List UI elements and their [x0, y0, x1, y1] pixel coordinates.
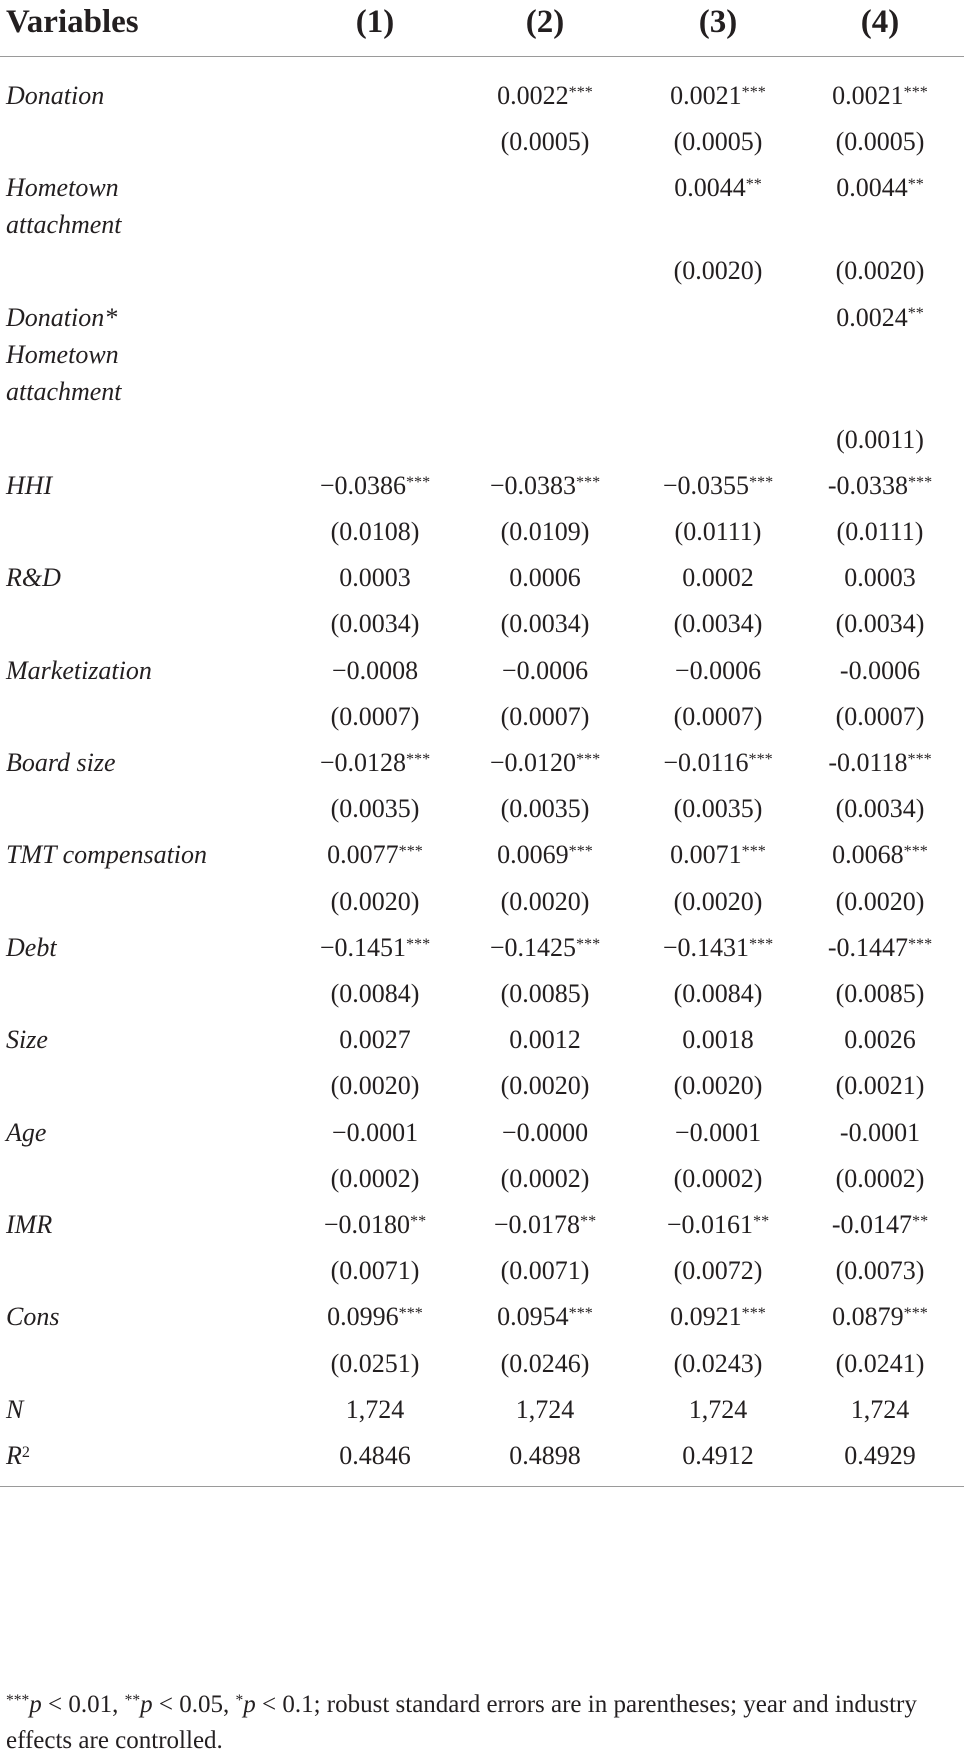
se-cell: (0.0011) — [836, 424, 924, 454]
se-cell: (0.0020) — [330, 1071, 420, 1101]
se-cell: (0.0241) — [835, 1348, 925, 1378]
header-rule — [0, 56, 964, 57]
se-cell: (0.0020) — [673, 1071, 763, 1101]
se-cell: (0.0034) — [500, 609, 590, 639]
header-col-3: (3) — [698, 4, 738, 40]
row-label: Hometown — [6, 339, 119, 369]
coef-cell: −0.1431*** — [662, 932, 774, 962]
header-col-2: (2) — [525, 4, 565, 40]
coef-cell: −0.0355*** — [662, 470, 774, 500]
se-cell: (0.0034) — [673, 609, 763, 639]
se-cell: (0.0035) — [330, 794, 420, 824]
significance-stars: *** — [398, 1305, 423, 1323]
coef-cell: -0.0001 — [839, 1117, 921, 1147]
significance-stars: *** — [907, 750, 932, 768]
se-cell: (0.0020) — [330, 886, 420, 916]
significance-stars: *** — [908, 935, 933, 953]
se-cell: (0.0035) — [500, 794, 590, 824]
significance-stars: ** — [410, 1212, 427, 1230]
row-label: Hometown — [6, 173, 119, 203]
coef-cell: −0.0161** — [666, 1210, 770, 1239]
coef-cell: −0.1425*** — [489, 932, 601, 962]
coef-cell: −0.0001 — [331, 1117, 419, 1147]
coef-cell: −0.1451*** — [319, 932, 431, 962]
se-cell: (0.0034) — [835, 794, 925, 824]
significance-stars: ** — [753, 1212, 770, 1230]
significance-stars: *** — [748, 750, 773, 768]
footnote-stars: ** — [124, 1692, 141, 1710]
row-label: Size — [6, 1025, 48, 1055]
se-cell: (0.0020) — [500, 1071, 590, 1101]
significance-stars: *** — [398, 843, 423, 861]
significance-stars: *** — [903, 1305, 928, 1323]
se-cell: (0.0111) — [836, 517, 924, 546]
significance-stars: ** — [912, 1212, 929, 1230]
coef-cell: 0.0069*** — [497, 840, 593, 870]
significance-stars: *** — [749, 473, 774, 491]
coef-cell: 0.0006 — [509, 563, 581, 593]
coef-cell: 0.0003 — [844, 563, 916, 593]
significance-stars: ** — [907, 176, 924, 194]
significance-stars: *** — [741, 1305, 766, 1323]
se-cell: (0.0111) — [674, 517, 762, 546]
coef-cell: 0.0002 — [682, 563, 754, 593]
significance-stars: *** — [576, 935, 601, 953]
coef-cell: −0.0006 — [501, 655, 589, 685]
coef-cell: −0.0383*** — [489, 470, 601, 500]
se-cell: (0.0034) — [835, 609, 925, 639]
significance-stars: *** — [568, 83, 593, 101]
se-cell: (0.0071) — [500, 1256, 590, 1286]
significance-stars: ** — [580, 1212, 597, 1230]
se-cell: (0.0002) — [835, 1163, 925, 1193]
row-label: R&D — [6, 563, 61, 593]
se-cell: (0.0109) — [500, 517, 590, 546]
summary-value: 0.4846 — [339, 1441, 411, 1470]
summary-label: N — [6, 1394, 24, 1424]
row-label: attachment — [6, 210, 122, 240]
summary-value: 0.4912 — [682, 1441, 754, 1470]
summary-value: 1,724 — [345, 1394, 405, 1424]
row-label: Age — [6, 1117, 47, 1147]
coef-cell: -0.0118*** — [828, 748, 932, 777]
coef-cell: 0.0012 — [509, 1025, 581, 1055]
se-cell: (0.0243) — [673, 1348, 763, 1378]
significance-stars: *** — [741, 83, 766, 101]
coef-cell: 0.0027 — [339, 1025, 411, 1055]
significance-stars: *** — [406, 935, 431, 953]
se-cell: (0.0085) — [835, 979, 925, 1008]
significance-stars: *** — [568, 1305, 593, 1323]
summary-value: 1,724 — [515, 1394, 575, 1424]
row-label: Marketization — [6, 655, 152, 685]
coef-cell: −0.0128*** — [319, 748, 431, 777]
se-cell: (0.0084) — [673, 979, 763, 1008]
coef-cell: 0.0071*** — [670, 840, 766, 870]
coef-cell: −0.0116*** — [663, 748, 773, 777]
coef-cell: -0.0006 — [839, 655, 921, 685]
coef-cell: 0.0021*** — [670, 81, 766, 110]
row-label: Debt — [6, 932, 57, 962]
significance-stars: *** — [568, 843, 593, 861]
coef-cell: 0.0021*** — [832, 81, 928, 110]
se-cell: (0.0005) — [835, 127, 925, 157]
significance-stars: ** — [907, 305, 924, 323]
coef-cell: −0.0178** — [493, 1210, 597, 1239]
se-cell: (0.0021) — [835, 1071, 925, 1101]
se-cell: (0.0020) — [500, 886, 590, 916]
se-cell: (0.0007) — [330, 701, 420, 731]
summary-value: 1,724 — [850, 1394, 910, 1424]
se-cell: (0.0002) — [500, 1163, 590, 1193]
se-cell: (0.0108) — [330, 517, 420, 546]
significance-stars: *** — [576, 750, 601, 768]
coef-cell: −0.0001 — [674, 1117, 762, 1147]
significance-stars: *** — [741, 843, 766, 861]
summary-value: 0.4898 — [509, 1441, 581, 1470]
se-cell: (0.0002) — [673, 1163, 763, 1193]
summary-value: 0.4929 — [844, 1441, 916, 1470]
se-cell: (0.0007) — [500, 701, 590, 731]
row-label: Donation — [6, 81, 105, 110]
se-cell: (0.0251) — [330, 1348, 420, 1378]
coef-cell: −0.0386*** — [319, 470, 431, 500]
coef-cell: −0.0120*** — [489, 748, 601, 777]
coef-cell: -0.0338*** — [827, 470, 933, 500]
significance-stars: *** — [406, 750, 431, 768]
row-label: Cons — [6, 1302, 60, 1332]
row-label: Board size — [6, 748, 116, 777]
coef-cell: 0.0879*** — [832, 1302, 928, 1332]
coef-cell: -0.1447*** — [827, 932, 933, 962]
coef-cell: 0.0068*** — [832, 840, 928, 870]
se-cell: (0.0072) — [673, 1256, 763, 1286]
coef-cell: 0.0921*** — [670, 1302, 766, 1332]
se-cell: (0.0246) — [500, 1348, 590, 1378]
coef-cell: 0.0022*** — [497, 81, 593, 110]
header-variables: Variables — [6, 4, 139, 40]
row-label: Donation* — [6, 302, 118, 332]
coef-cell: 0.0018 — [682, 1025, 754, 1055]
coef-cell: 0.0024** — [836, 302, 924, 332]
header-col-1: (1) — [355, 4, 395, 40]
coef-cell: 0.0954*** — [497, 1302, 593, 1332]
significance-stars: *** — [903, 83, 928, 101]
se-cell: (0.0035) — [673, 794, 763, 824]
se-cell: (0.0020) — [835, 886, 925, 916]
coef-cell: −0.0008 — [331, 655, 419, 685]
se-cell: (0.0005) — [500, 127, 590, 157]
significance-stars: *** — [406, 473, 431, 491]
row-label: HHI — [6, 470, 53, 500]
significance-stars: ** — [745, 176, 762, 194]
se-cell: (0.0002) — [330, 1163, 420, 1193]
header-col-4: (4) — [860, 4, 900, 40]
se-cell: (0.0020) — [673, 886, 763, 916]
coef-cell: 0.0026 — [844, 1025, 916, 1055]
se-cell: (0.0085) — [500, 979, 590, 1008]
row-label: attachment — [6, 376, 122, 406]
significance-stars: *** — [576, 473, 601, 491]
se-cell: (0.0020) — [835, 256, 925, 286]
row-label: TMT compensation — [6, 840, 208, 870]
summary-label: $R^2$ — [6, 1441, 30, 1470]
coef-cell: -0.0147** — [831, 1210, 929, 1239]
coef-cell: 0.0003 — [339, 563, 411, 593]
coef-cell: 0.0044** — [674, 173, 762, 203]
superscript-2: 2 — [21, 1443, 30, 1461]
summary-value: 1,724 — [688, 1394, 748, 1424]
coef-cell: −0.0006 — [674, 655, 762, 685]
coef-cell: 0.0077*** — [327, 840, 423, 870]
se-cell: (0.0020) — [673, 256, 763, 286]
se-cell: (0.0007) — [673, 701, 763, 731]
se-cell: (0.0007) — [835, 701, 925, 731]
significance-stars: *** — [749, 935, 774, 953]
footnote-stars: *** — [6, 1692, 30, 1710]
se-cell: (0.0084) — [330, 979, 420, 1008]
row-label: IMR — [6, 1210, 53, 1239]
significance-stars: *** — [903, 843, 928, 861]
table-header — [0, 2, 969, 42]
se-cell: (0.0034) — [330, 609, 420, 639]
se-cell: (0.0005) — [673, 127, 763, 157]
coef-cell: −0.0180** — [323, 1210, 427, 1239]
significance-stars: *** — [908, 473, 933, 491]
bottom-rule — [0, 1486, 964, 1487]
coef-cell: 0.0044** — [836, 173, 924, 203]
se-cell: (0.0071) — [330, 1256, 420, 1286]
coef-cell: 0.0996*** — [327, 1302, 423, 1332]
coef-cell: −0.0000 — [501, 1117, 589, 1147]
table-footnote: ***p < 0.01, **p < 0.05, *p < 0.1; robust standard errors are in parentheses; year and industry effects are controlled. — [6, 1691, 917, 1754]
footnote-stars: * — [235, 1692, 244, 1710]
se-cell: (0.0073) — [835, 1256, 925, 1286]
